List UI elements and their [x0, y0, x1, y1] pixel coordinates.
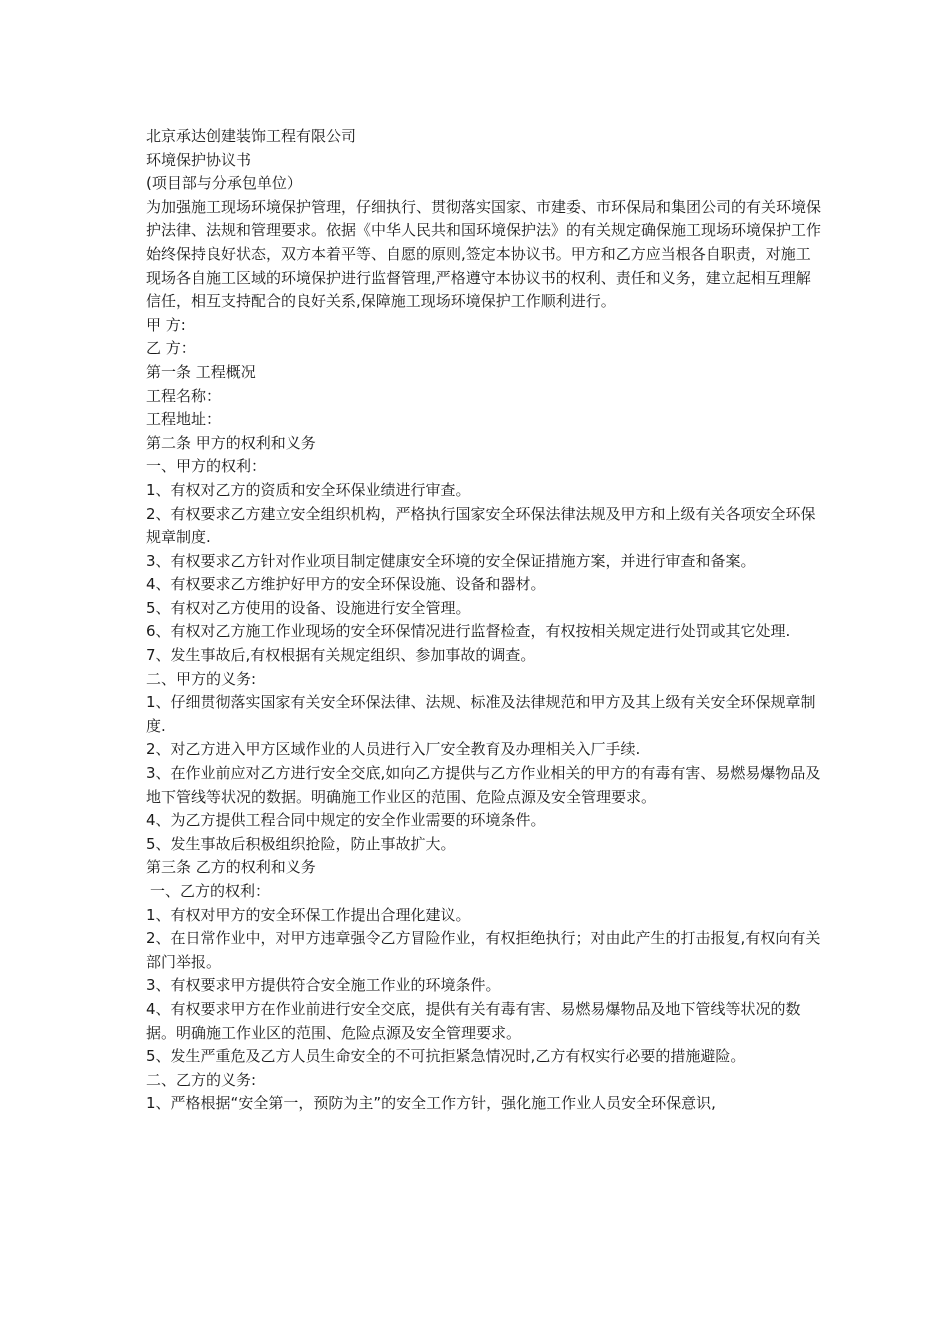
list-item: 3、有权要求甲方提供符合安全施工作业的环境条件。: [146, 976, 501, 995]
project-address-line: 工程地址：: [146, 410, 222, 429]
list-item: 4、有权要求乙方维护好甲方的安全环保设施、设备和器材。: [146, 575, 546, 594]
list-item: 3、在作业前应对乙方进行安全交底,如向乙方提供与乙方作业相关的甲方的有毒有害、易燃易爆物品及地下管线等状况的数据。明确施工作业区的范围、危险点源及安全管理要求。: [146, 764, 821, 806]
list-item: 1、有权对乙方的资质和安全环保业绩进行审查。: [146, 480, 471, 499]
list-item: 1、仔细贯彻落实国家有关安全环保法律、法规、标准及法律规范和甲方及其上级有关安全环保规章制度.: [146, 693, 816, 735]
list-item: 5、发生事故后积极组织抢险，防止事故扩大。: [146, 834, 456, 853]
list-item: 5、发生严重危及乙方人员生命安全的不可抗拒紧急情况时,乙方有权实行必要的措施避险。: [146, 1047, 746, 1066]
company-name: 北京承达创建装饰工程有限公司: [146, 127, 357, 145]
party-a-line: 甲 方:: [146, 315, 186, 334]
list-item: 3、有权要求乙方针对作业项目制定健康安全环境的安全保证措施方案，并进行审查和备案。: [146, 551, 756, 570]
list-item: 2、对乙方进入甲方区域作业的人员进行入厂安全教育及办理相关入厂手续.: [146, 740, 641, 759]
list-item: 7、发生事故后,有权根据有关规定组织、参加事故的调查。: [146, 646, 536, 665]
list-item: 2、在日常作业中，对甲方违章强令乙方冒险作业，有权拒绝执行；对由此产生的打击报复,有权向有关部门举报。: [146, 929, 821, 971]
article-1-title: 第一条 工程概况: [146, 362, 256, 381]
party-b-duties-title: 二、乙方的义务:: [146, 1070, 257, 1089]
list-item: 1、严格根据“安全第一，预防为主”的安全工作方针，强化施工作业人员安全环保意识,: [146, 1094, 716, 1113]
intro-paragraph: 为加强施工现场环境保护管理，仔细执行、贯彻落实国家、市建委、市环保局和集团公司的有关环境保护法律、法规和管理要求。依据《中华人民共和国环境保护法》的有关规定确保施工现场环境保护工作始终保持良好状态，双方本着平等、自愿的原则,签定本协议书。甲方和乙方应当根各自职责，对施工现场各自施工区域的环境保护进行监督管理,严格遵守本协议书的权利、责任和义务，建立起相互理解信任，相互支持配合的良好关系,保障施工现场环境保护工作顺利进行。: [146, 197, 822, 311]
document-title: 环境保护协议书: [146, 150, 252, 169]
project-name-line: 工程名称：: [146, 386, 222, 405]
party-b-rights-title: 一、乙方的权利：: [150, 882, 271, 900]
list-item: 4、为乙方提供工程合同中规定的安全作业需要的环境条件。: [146, 811, 546, 830]
document-subtitle: (项目部与分承包单位）: [146, 174, 302, 193]
party-a-rights-title: 一、甲方的权利：: [146, 457, 267, 476]
list-item: 6、有权对乙方施工作业现场的安全环保情况进行监督检查，有权按相关规定进行处罚或其它处理.: [146, 622, 791, 641]
article-2-title: 第二条 甲方的权利和义务: [146, 433, 316, 452]
party-b-line: 乙 方：: [146, 339, 196, 358]
list-item: 1、有权对甲方的安全环保工作提出合理化建议。: [146, 905, 471, 924]
document-body: [146, 125, 822, 1116]
list-item: 4、有权要求甲方在作业前进行安全交底，提供有关有毒有害、易燃易爆物品及地下管线等状况的数据。明确施工作业区的范围、危险点源及安全管理要求。: [146, 999, 801, 1042]
list-item: 5、有权对乙方使用的设备、设施进行安全管理。: [146, 598, 471, 617]
list-item: 2、有权要求乙方建立安全组织机构，严格执行国家安全环保法律法规及甲方和上级有关各项安全环保规章制度.: [146, 504, 816, 547]
article-3-title: 第三条 乙方的权利和义务: [146, 858, 316, 877]
party-a-duties-title: 二、甲方的义务:: [146, 669, 257, 688]
